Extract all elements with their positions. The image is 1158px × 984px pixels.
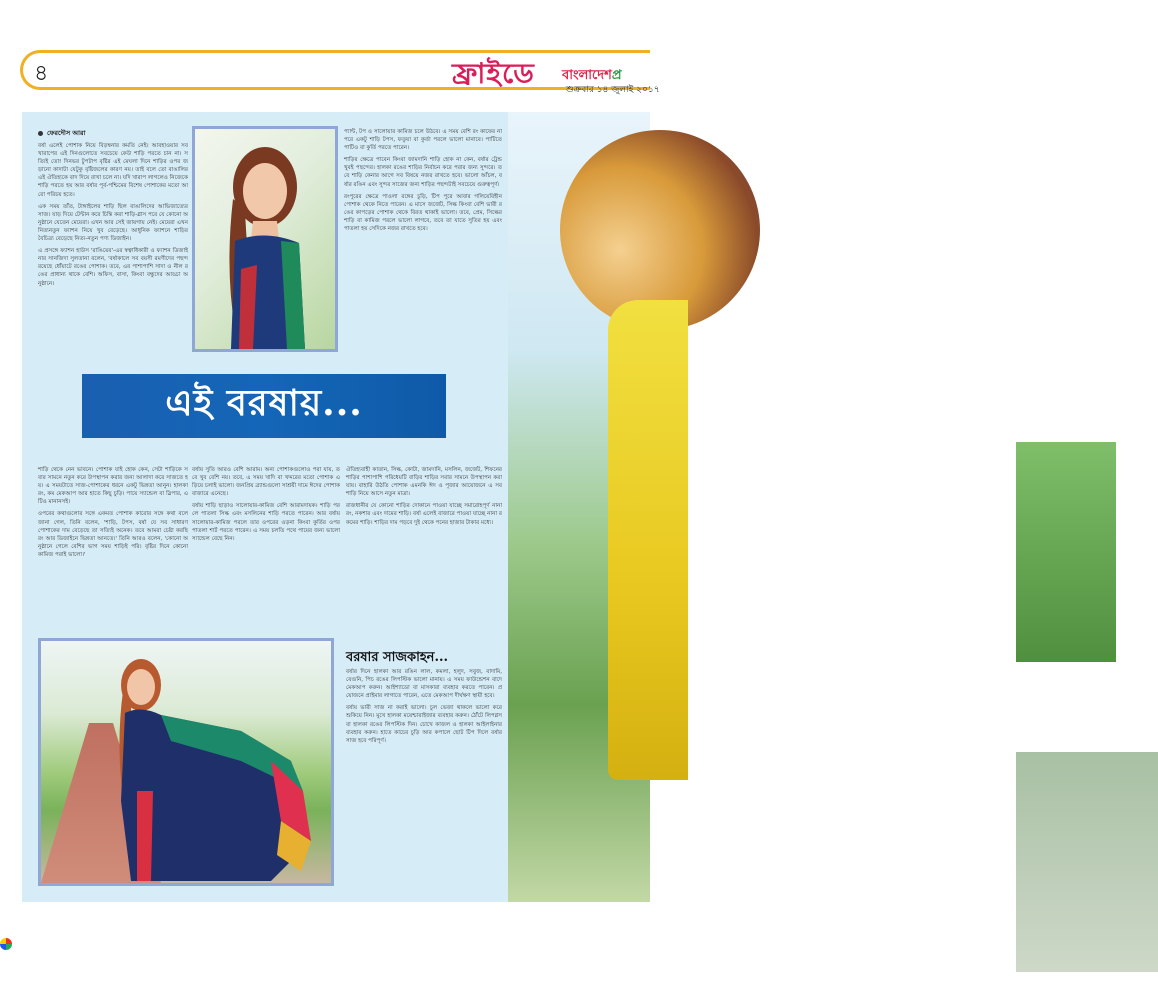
text-column-6 (346, 668, 502, 892)
text-column-1 (38, 142, 188, 370)
header-rule (20, 50, 650, 90)
article-title-band (82, 374, 446, 438)
publication-name-part2: প্র (611, 68, 622, 83)
page-number: ৪ (34, 61, 49, 86)
paragraph: শাড়ির ক্ষেত্রে পাবেন কিংবা জামদানি শাড়ি হোক না কেন, বর্ষার ট্রেন্ড খুবই পছন্দের। হালকা রঙের শাড়ির নির্বাচন করে পরার জন্য সুন্দরে। তবে শাড়ি কেনার আগে সব বিষয়ে নজর রাখতে হবে। ভালো আঁচল, বর্ষার রঙিন এবং সুন্দর সাজের জন্য শাড়ির পছন্দটাই সবচেয়ে গুরুত্বপূর্ণ। (344, 157, 502, 188)
paragraph: এক সময় তাঁত, টাঙ্গাইলের শাড়ি ছিল বাঙালিদের আভিজাত্যের সাজ। যাড় দিয়ে টেন্টান করে চিন্তি করা শাড়ি-গ্লাস পরে যে কোনো অনুষ্ঠানে যেতেন মেয়েরা। এখন আর সেই জায়গায় নেই। মেয়েরা এখন নিত্যনতুন ফ্যাশন নিয়ে খুব বেড়েছে। আধুনিক ফ্যাশনে শাড়ির বৈচিত্র্য বেড়েছে নিত্য-নতুন পণ্য ডিজাইন। (38, 203, 188, 243)
photo-grass (1016, 442, 1116, 662)
section-brand-logo: ফ্রাইডে (452, 57, 535, 90)
author-byline (38, 128, 85, 139)
paragraph: বর্ষা এলেই পোশাক নিয়ে বিড়ম্বনার কমতি নেই। আবহাওয়ার সব খারাপের এই দিনগুলোতে সবচেয়ে কেউ শাড়ি পরতে চান না। সত্যিই তো! দিনভর টুপটাপ বৃষ্টির এই মেঘলা দিনে শাড়ির ওপর জড়ানো কাদাটা যেটুকু বৃষ্টিজলের কারণ নয়। তাই বলে তো বাঙালির এই ঐতিহ্যকে বাদ দিয়ে রাখা চলে না। যদি খারাপ লাগলেও নিজেকে শাড়ি পরতে হয় আর বর্ষার পূর্ব-পশ্চিমের বিশেষ পোশাকের মতো আরো পরিচয় হতে। (38, 143, 189, 198)
publication-name-part1: বাংলাদেশ (562, 68, 612, 83)
publication-date: শুক্রবার ১৪ জুলাই ২০১৭ (566, 85, 660, 95)
paragraph: বর্ষার দিনে হালকা আর রঙিন লাল, কমলা, হলুদ, সবুজ, বাদামি, বেগুনি, পিচ রঙের লিপস্টিক ভালো মানায়। এ সময় ফাউন্ডেশন বাদে মেকআপ করুন। আইশ্যাডো বা মাসকারা ব্যবহার করতে পারেন। প্রয়োজনে প্রাইমার লাগাতে পারেন, এতে মেকআপ দীর্ঘক্ষণ স্থায়ী হবে। (346, 669, 502, 700)
text-column-2 (344, 128, 502, 370)
text-column-5 (346, 466, 502, 626)
bullet-icon (38, 131, 43, 136)
paragraph: ঐতিহ্যবাহী কাতান, সিল্ক, কোটা, জামদানি, মসলিন, জর্জেট, শিফনের শাড়ির পাশাপাশি পরিধেয়টি বাড়ির শাড়ির সবার সামনে উপস্থাপন করা যায়। বাহারি উঠতি পোশাক এমনকি ঈদ ও পূজার আয়োজনে এ সব শাড়ি নিয়ে আসে নতুন মাত্রা। (346, 467, 502, 498)
paragraph: বর্ষায় ভারী সাজ না করাই ভালো। চুল ভেজা থাকলে ভালো করে শুকিয়ে নিন। মুখে হালকা ময়েশ্চারাইজার ব্যবহার করুন। ঠোঁটে লিপগ্লস বা হালকা রঙের লিপস্টিক দিন। চোখে কাজল ও হালকা আইলাইনার ব্যবহার করুন। হাতে কাচের চুড়ি আর কপালে ছোট টিপ দিলে বর্ষার সাজ হবে পরিপূর্ণ। (346, 705, 502, 744)
article-title: এই বরষায়... (165, 382, 363, 424)
author-name: ফেরদৌস আরা (47, 129, 86, 137)
yellow-dress-graphic (608, 300, 688, 780)
paragraph: রাজধানীর যে কোনো শাড়ির দোকানে পাওয়া যাচ্ছে সমারোহপূর্ণ নানা রং, নকশার এবং দামের শাড়ি। বর্ষা এলেই বাজারে পাওয়া যাচ্ছে নানা রকমের শাড়ি। শাড়ির দাম পড়বে দুই থেকে পনের হাজার টাকার মধ্যে। (346, 503, 502, 526)
paragraph: শাড়ি থেকে নেন ভাবনে। পোশাক যাই হোক কেন, সেটা শাড়িকে সবার সামনে নতুন করে উপস্থাপন করার জন্য আলাদা করে সাজতে হয়। এ সময়টাতে সাজ-পোশাকের ধরনে একটু ভিন্নতা আনুন। হালকা রং, কম মেকআপ আর হাতে কিছু চুড়ি। পায়ে স্যান্ডেল বা স্লিপার, এটিও মানানসই। (38, 467, 188, 506)
paragraph: প্যান্ট, টপ ও সালোয়ার কামিজ চলে উঠবে। এ সময় বেশি রং কাফের না পরে একটু শাড়ি টপস, ফতুয়া বা কুর্তা পরলে ভালো মানাবে। পাটিতে পাটিও বা কুর্তি পরতে পারেন। (344, 129, 502, 152)
section-subheading: বরষার সাজকাহন... (346, 650, 449, 665)
woman-saree-illustration (41, 641, 331, 883)
text-column-3 (38, 466, 188, 626)
photo-woman-saree (38, 638, 334, 886)
woman-portrait-illustration (195, 129, 335, 349)
print-registration-mark-icon (0, 938, 12, 950)
paragraph: রংপুরের ক্ষেত্রে পাওলা রঙ্গের চুড়ি, টিপ পুরে আবার গলিয়েবিহীন পোশাক থেকে নিতে পারেন। এ মাসে জর্জেট, সিল্ক কিংবা বেশি ভারী রঙের কাপড়ের পোশাক থেকে বিরত থাকাই ভালো। তবে, প্রেম, সিল্কের শাড়ি বা কামিজ পরলে ভালো লাগবে, তবে তা যাতে সুতির হয় এবং পাতলা হয় সেদিকে নজর রাখতে হবে। (344, 193, 502, 233)
photo-woman-portrait (192, 126, 338, 352)
paragraph: বর্ষায় সুতি আরও বেশি আরাম। অন্য পোশাকগুলোও পরা যায়, তবে খুব বেশি নয়। তবে, এ সময় খাদি বা খদ্দরের মতো পোশাক এড়িয়ে চলাই ভালো। জনপ্রিয় ব্র্যান্ডগুলো সাশ্রয়ী দামে ঈদের পোশাক বাজারে এনেছে। (192, 467, 340, 498)
paragraph: ওপরের কথাগুলোর সঙ্গে একমত পোশাক কারোর সঙ্গে কথা বলে জানা গেল, তিনি বলেন, 'শাড়ি, টপস, বর্ষা যে সব সাধারণ পোশাকের দাম বেড়েছে তা সত্যিই অনেক। তবে আমরা চেষ্টা করছি রং আর ডিজাইনে ভিন্নতা আনতে।' তিনি আরও বলেন, 'কোনো অনুষ্ঠানে গেলে বেশির ভাগ সময় শাড়িই পরি। বৃষ্টির দিনে কোনো কামিজ পরাই ভালো।' (38, 511, 188, 558)
paragraph: এ প্রসঙ্গে ফ্যাশন হাউস 'রাঙিয়ের'-এর স্বত্বাধিকারী ও ফ্যাশন ডিজাইনার সানজিদা সুলতানা বলেন, 'বর্ষাকালে সব বয়সী রমণীদের পছন্দ রয়েছে ধোঁয়াটে রঙের পোশাক। তবে, এর পাশাপাশি সাদা ও নীল রঙের প্রাধান্য থাকে বেশি। অফিস, বাসা, কিংবা বন্ধুদের আড্ডা অনুষ্ঠানে। (38, 248, 188, 287)
text-column-4 (192, 466, 340, 626)
photo-path (1016, 752, 1158, 972)
paragraph: বর্ষায় শাড়ি ছাড়াও সালোয়ার-কামিজ বেশি আরামদায়ক। শাড়ি পরলে পাতলা সিল্ক এবং মসলিনের শাড়ি পরতে পারেন। আর বর্ষায় সালোয়ার-কামিজ পরলে তার ওপরের ওড়না কিংবা কুর্তির ওপর পাতলা শার্ট পরতে পারেন। এ সময় চলতি পথে পায়ের জন্য ভালো স্যান্ডেল বেছে নিন। (192, 503, 340, 542)
